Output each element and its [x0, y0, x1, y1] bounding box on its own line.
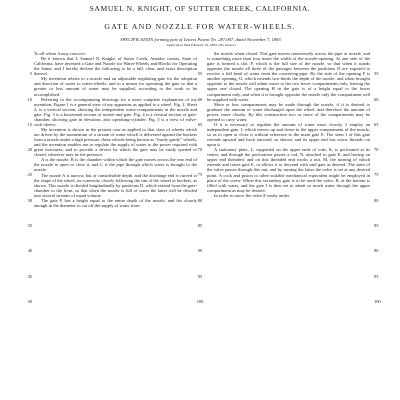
line-number: 40: [27, 248, 32, 254]
paragraph: More or less compartments may be made through the nozzle, if it is desired to graduate the amount of water discharged upon the wheel, and therefore the amount of power, more closely. By this construction two or more of the compartments may be opened to carry water.: [207, 101, 370, 122]
specification-text: SPECIFICATION forming part of Letters Patent No. 287,067, dated November 7, 1883.: [120, 37, 282, 42]
line-number: 5: [29, 71, 32, 77]
patent-header: SAMUEL N. KNIGHT, OF SUTTER CREEK, CALIFORNIA.: [89, 4, 311, 13]
paragraph: Be it known that I, Samuel N. Knight, of Sutter Creek, Amador county, State of California, have invented a Gate and Nozzle for Water-Wheels and Blocks for Operating the Same; and I hereby declare the following to be a full, clear, and exact description thereof.: [34, 56, 197, 77]
paragraph: If it is necessary to regulate the amount of water more closely, I employ an independent gate, I, which moves up and down in the upper compartment of the nozzle, so as to open or close it without reference to the main gate E. The stem J of this gate extends upward and back outward, as shown, and its upper end has screw threads cut upon it.: [207, 121, 370, 148]
line-number: 55: [197, 71, 203, 77]
line-number: 95: [374, 273, 379, 279]
paragraph: A is the nozzle, B is the chamber within which the gate moves across the rear end of the nozzle to open or close it, and C is the pipe through which water is brought to the nozzle.: [34, 157, 197, 173]
application-line: Application filed February 19, 1883. (No model.): [166, 43, 236, 47]
line-number: 65: [197, 121, 203, 127]
line-number: 80: [374, 197, 379, 203]
paragraph: the nozzle when closed. This gate moves transversely across the pipe or nozzle, and is something more than four times the width of the nozzle-opening. At one side of the gate is formed a slot, F, which is the full size of the nozzle, so that when it stands opposite the nozzle all three of the passages between the partitions D are exposed to receive a full head of water from the conveying-pipe. By the side of the opening F is another opening, G, which extends two-thirds the depth of the nozzle, and when brought opposite to the nozzle will admit water to the two lower compartments only, leaving the upper one closed. The opening H in the gate is of a height equal to the lower compartment only, and when it is brought opposite the nozzle only the compartment will be supplied with water.: [207, 51, 370, 102]
line-number: 10: [27, 96, 32, 102]
line-number: 95: [197, 273, 203, 279]
line-number: 35: [27, 223, 32, 229]
line-number: 100: [374, 298, 381, 304]
paragraph: My invention is shown in the present case as applied to that class of wheels which are driven by the momentum of a stream of water which is delivered against the buckets from a nozzle under a high pressure, these wheels being known as “hurdy-gurdy” wheels, and the invention enables me to regulate the supply of water to the power required with great exactness, and to provide a device by which the gate may be easily opened or closed, whatever may be the pressure.: [34, 126, 197, 158]
line-number: 100: [196, 298, 204, 304]
line-number: 65: [374, 121, 379, 127]
line-number: 70: [374, 147, 379, 153]
line-number: 30: [27, 197, 32, 203]
line-number: 90: [197, 248, 203, 254]
line-number: 55: [374, 71, 379, 77]
line-number: 60: [374, 96, 379, 102]
paragraph: The gate E has a height equal to the entire depth of the nozzle, and fits closely enough in the diameter to cut off the supply of water from: [34, 197, 197, 208]
left-text-column: [34, 51, 197, 397]
paragraph: Referring to the accompanying drawings for a more complete explanation of my invention, Figure 1 is a general view of my apparatus as applied to a wheel. Fig. 2, Sheet 2, is a vertical section, showing the independent water-compartments in the nozzle and gate. Fig. 3 is a horizontal section of nozzle and gate. Fig. 4 is a vertical section of gate-chamber, showing gate in elevation, also operating-cylinder. Fig. 5 is a view of valve-cock-sleeve.: [34, 96, 197, 127]
paragraph: My invention relates to a nozzle and an adjustable regulating-gate for the adoption and direction of water to water-wheels, and to a means for operating the gate so that a greater or less amount of water may be supplied, according to the work to be accomplished.: [34, 76, 197, 97]
line-number: 70: [197, 147, 203, 153]
line-number: 20: [27, 147, 32, 153]
line-number: 45: [27, 273, 32, 279]
line-number: 85: [197, 223, 203, 229]
line-number: 75: [197, 172, 203, 178]
line-number: 75: [374, 172, 379, 178]
line-number: 15: [27, 121, 32, 127]
patent-title: GATE AND NOZZLE FOR WATER-WHEELS.: [104, 22, 296, 31]
line-number: 50: [27, 298, 32, 304]
line-number: 90: [374, 248, 379, 254]
paragraph: The nozzle A is narrow, but of considerable depth, and the discharge end is curved to the shape of the wheel, its convexity closely following the rim of the wheel or buckets, as shown. This nozzle is divided longitudinally by partitions D, which extend from the gate-chamber to the front, so that when the nozzle is full of water the latter will be divided into several streams of equal volume.: [34, 172, 197, 198]
paragraph: To all whom it may concern:: [34, 51, 86, 56]
line-number: 85: [374, 223, 379, 229]
line-number: 60: [197, 96, 203, 102]
line-number: 80: [197, 197, 203, 203]
line-number: 25: [27, 172, 32, 178]
paragraph: In order to move the valve E easily under: [214, 192, 290, 198]
paragraph: A stationary plate, L, supported on the upper ends of rods, K, is perforated at its center, and through the perforation passes a rod, N, attached to gate E, and having on upper end threaded, and on this threaded end works a nut, M, the turning of which extends and raises gate E, or allows it to descend with said gate as desired. The stem of the valve passes through this nut, and by turning the latter the valve is set at any desired point. A cock and piston or other suitable mechanical equivalent might be employed in place of the screw. When this secondary gate is to be used the valve, B, at the bottom is filled with water, and the gate I is then set to admit so much water through the upper compartment as may be desired.: [207, 147, 370, 193]
right-text-column: [207, 51, 370, 397]
